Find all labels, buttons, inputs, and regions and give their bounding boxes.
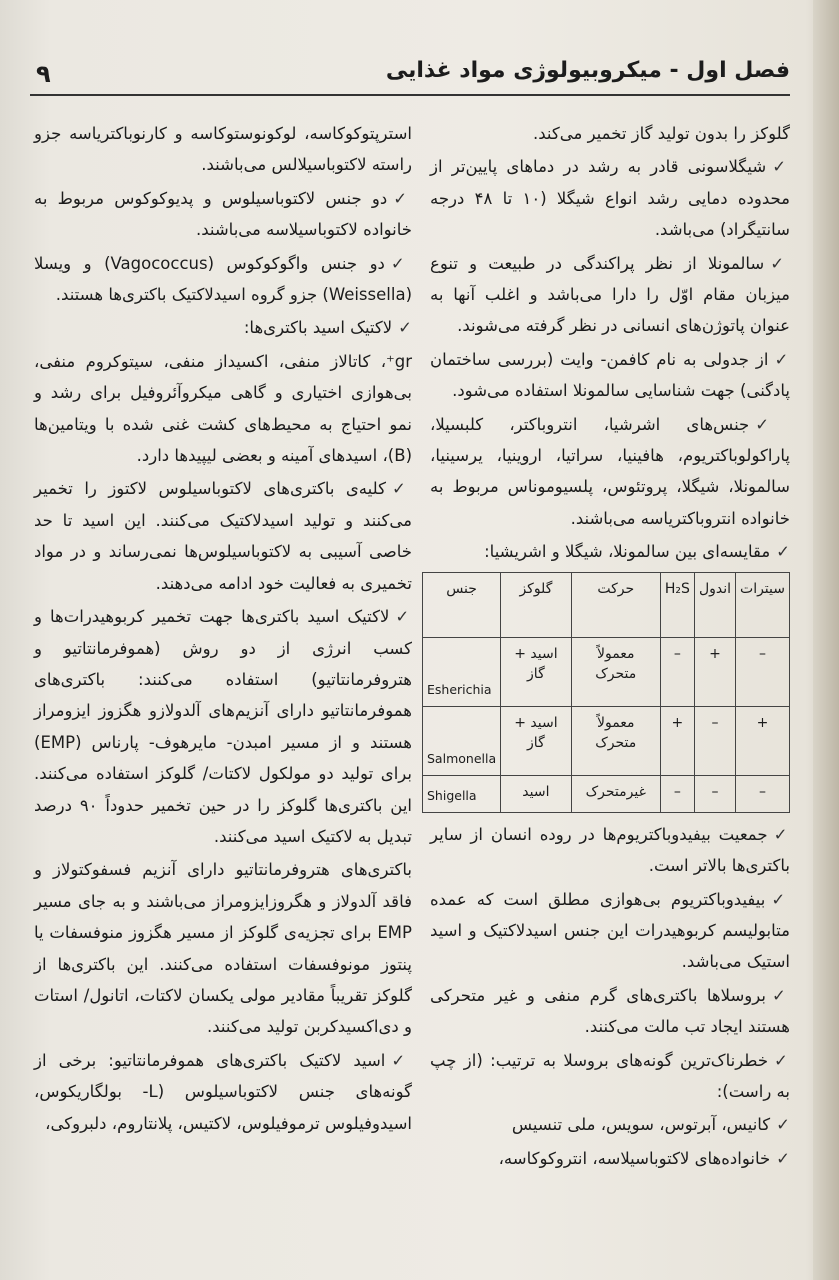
table-header-cell: حرکت: [571, 572, 660, 637]
table-cell: +: [660, 706, 694, 775]
table-header-cell: جنس: [423, 572, 501, 637]
table-cell: –: [660, 637, 694, 706]
table-header-row: [423, 572, 790, 637]
table-cell: +: [736, 706, 790, 775]
bullet-paragraph: ✓کانیس، آبرتوس، سویس، ملی تنسیس: [511, 1115, 790, 1135]
table-cell: Shigella: [423, 775, 501, 812]
table-cell: +: [694, 637, 735, 706]
table-row: [423, 706, 790, 775]
table-header-cell: گلوکز: [501, 572, 572, 637]
check-icon: ✓: [773, 824, 790, 844]
table-cell: –: [694, 706, 735, 775]
check-icon: ✓: [770, 253, 790, 273]
check-icon: ✓: [776, 1148, 790, 1168]
bullet-paragraph: ✓شیگلاسونی قادر به رشد در دماهای پایین‌تر از محدوده دمایی رشد انواع شیگلا (۱۰ تا ۴۸ درجه سانتیگراد) می‌باشد.: [430, 157, 791, 240]
left-column: [34, 118, 412, 1141]
check-icon: ✓: [391, 479, 412, 499]
check-icon: ✓: [772, 157, 791, 177]
table-cell: اسید: [501, 775, 572, 812]
right-column: [427, 118, 791, 1176]
check-icon: ✓: [774, 349, 790, 369]
table-header-cell: سیترات: [736, 572, 790, 637]
paragraph: gr⁺، کاتالاز منفی، اکسیداز منفی، سیتوکروم منفی، بی‌هوازی اختیاری و گاهی میکروآئروفیل برای رشد و نمو احتیاج به محیط‌های کشت غنی شده با ویتامین‌ها (B)، اسیدهای آمینه و بعضی لیپیدها دارد.: [34, 351, 412, 466]
bullet-paragraph: ✓بروسلاها باکتری‌های گرم منفی و غیر متحرکی هستند ایجاد تب مالت می‌کنند.: [430, 985, 791, 1037]
page-edge: [813, 0, 839, 1280]
table-cell: اسید + گاز: [501, 706, 572, 775]
table-cell: غیرمتحرک: [571, 775, 660, 812]
check-icon: ✓: [771, 889, 790, 909]
chapter-title: فصل اول - میکروبیولوژی مواد غذایی: [385, 58, 790, 83]
table-cell: –: [736, 637, 790, 706]
check-icon: ✓: [771, 985, 791, 1005]
paragraph: باکتری‌های هتروفرمانتاتیو دارای آنزیم فسفوکتولاز و فاقد آلدولاز و هگروزایزومراز می‌باشند و به جای مسیر EMP برای تجزیه‌ی گلوکز از مسیر هگزوز منوفسفات یا پنتوز مونوفسفات استفاده می‌کنند. این باکتری‌ها از گلوکز تقریباً مقادیر مولی یکسان لاکتات، اتانول/ استات و دی‌اکسیدکربن تولید می‌کنند.: [34, 860, 412, 1037]
table-row: [423, 637, 790, 706]
table-cell: اسید + گاز: [501, 637, 572, 706]
bullet-paragraph: ✓خانواده‌های لاکتوباسیلاسه، انتروکوکاسه،: [498, 1148, 790, 1168]
bullet-paragraph: ✓جنس‌های اشرشیا، انتروباکتر، کلبسیلا، پاراکولوباکتریوم، هافینیا، سراتیا، اروینیا، یرسینیا، سالمونلا، شیگلا، پروتئوس، پلسیوموناس مربوط به خانواده انتروباکتریاسه می‌باشند.: [430, 414, 790, 528]
bullet-paragraph: ✓جمعیت بیفیدوباکتریوم‌ها در روده انسان از سایر باکتری‌ها بالاتر است.: [430, 824, 790, 876]
table-cell: –: [736, 775, 790, 812]
check-icon: ✓: [391, 1050, 412, 1070]
table-cell: معمولاً متحرک: [571, 637, 660, 706]
bullet-paragraph: ✓بیفیدوباکتریوم بی‌هوازی مطلق است که عمده متابولیسم کربوهیدرات این جنس اسیدلاکتیک و اسید استیک می‌باشد.: [430, 889, 790, 972]
bullet-paragraph: ✓خطرناک‌ترین گونه‌های بروسلا به ترتیب: (از چپ به راست):: [430, 1050, 790, 1101]
comparison-table: [422, 572, 790, 813]
check-icon: ✓: [393, 188, 412, 208]
check-icon: ✓: [755, 414, 790, 434]
check-icon: ✓: [774, 1050, 790, 1070]
bullet-paragraph: ✓کلیه‌ی باکتری‌های لاکتوباسیلوس لاکتوز را تخمیر می‌کنند و تولید اسیدلاکتیک می‌کنند. این اسید تا حد خاصی آسیبی به لاکتوباسیلوس‌ها نمی‌رساند و در مواد تخمیری به فعالیت خود ادامه می‌دهند.: [34, 479, 412, 593]
paragraph: گلوکز را بدون تولید گاز تخمیر می‌کند.: [533, 124, 790, 143]
table-header-cell: H₂S: [660, 572, 694, 637]
page-header: [30, 50, 790, 90]
table-row: [423, 775, 790, 812]
table-cell: Salmonella: [423, 706, 501, 775]
bullet-paragraph: ✓مقایسه‌ای بین سالمونلا، شیگلا و اشریشیا:: [484, 542, 790, 562]
table-cell: –: [660, 775, 694, 812]
check-icon: ✓: [776, 1115, 790, 1135]
bullet-paragraph: ✓اسید لاکتیک باکتری‌های هموفرمانتاتیو: برخی از گونه‌های جنس لاکتوباسیلوس (L- بولگاریکوس، اسیدوفیلوس ترموفیلوس، لاکتیس، پلانتاروم، دلبروکی،: [34, 1050, 412, 1133]
table-cell: معمولاً متحرک: [571, 706, 660, 775]
check-icon: ✓: [776, 542, 790, 562]
bullet-paragraph: ✓سالمونلا از نظر پراکندگی در طبیعت و تنوع میزبان مقام اوّل را دارا می‌باشد و اغلب آنها به عنوان پاتوژن‌های انسانی در نظر گرفته می‌شوند.: [430, 253, 790, 336]
table-header-cell: اندول: [694, 572, 735, 637]
bullet-paragraph: ✓دو جنس لاکتوباسیلوس و پدیوکوکوس مربوط به خانواده لاکتوباسیلاسه می‌باشند.: [34, 188, 412, 240]
header-rule: [30, 94, 790, 96]
bullet-paragraph: ✓لاکتیک اسید باکتری‌ها جهت تخمیر کربوهیدرات‌ها و کسب انرژی از دو روش (هموفرمانتاتیو و هتروفرمانتاتیو) استفاده می‌کنند: باکتری‌های هموفرمانتاتیو دارای آنزیم‌های آلدولازو هگزوز ایزومراز هستند و از مسیر امبدن- مایرهوف- پارناس (EMP) برای تولید دو مولکول لاکتات/ گلوکز استفاده می‌کنند. این باکتری‌ها گلوکز را در حین تخمیر حدوداً ۹۰ درصد تبدیل به لاکتیک اسید می‌کنند.: [34, 607, 413, 846]
check-icon: ✓: [390, 253, 412, 273]
table-cell: Esherichia: [423, 637, 501, 706]
check-icon: ✓: [398, 318, 412, 338]
bullet-paragraph: ✓لاکتیک اسید باکتری‌ها:: [243, 318, 412, 338]
check-icon: ✓: [395, 607, 412, 627]
bullet-paragraph: ✓از جدولی به نام کافمن- وایت (بررسی ساختمان پادگنی) جهت شناسایی سالمونلا استفاده می‌شود.: [430, 349, 790, 401]
page-number: ۹: [36, 60, 51, 88]
table-cell: –: [694, 775, 735, 812]
paragraph: استرپتوکوکاسه، لوکونوستوکاسه و کارنوباکتریاسه جزو راسته لاکتوباسیلالس می‌باشند.: [34, 124, 412, 175]
bullet-paragraph: ✓دو جنس واگوکوکوس (Vagococcus) و ویسلا (Weissella) جزو گروه اسیدلاکتیک باکتری‌ها هستند.: [34, 253, 412, 305]
